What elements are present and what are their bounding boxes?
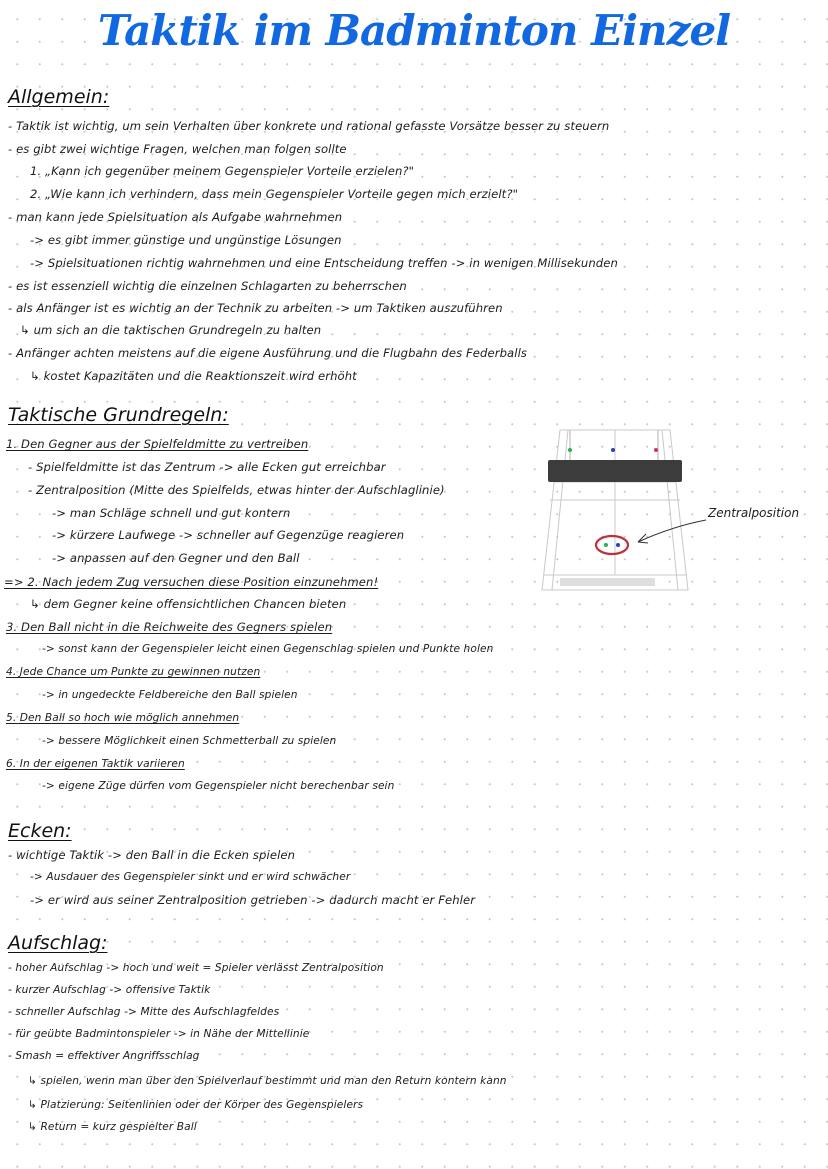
note-line: ↳ Return = kurz gespielter Ball xyxy=(28,1121,197,1133)
note-line: -> kürzere Laufwege -> schneller auf Gegenzüge reagieren xyxy=(52,528,405,542)
court-left-sideline xyxy=(552,430,568,590)
note-line: 1. „Kann ich gegenüber meinem Gegenspieler Vorteile erzielen?" xyxy=(30,164,415,178)
court-net xyxy=(548,460,682,482)
note-line: -> eigene Züge dürfen vom Gegenspieler nicht berechenbar sein xyxy=(42,780,395,792)
arrow-to-central-position xyxy=(630,510,710,550)
section-heading-ecken: Ecken: xyxy=(8,820,72,842)
player-dot-red xyxy=(654,448,658,452)
note-line: -> sonst kann der Gegenspieler leicht einen Gegenschlag spielen und Punkte holen xyxy=(42,643,494,655)
central-player-dot-right xyxy=(616,543,620,547)
rule-heading: => 2. Nach jedem Zug versuchen diese Position einzunehmen! xyxy=(4,575,379,589)
note-line: - Zentralposition (Mitte des Spielfelds, etwas hinter der Aufschlaglinie) xyxy=(28,483,445,497)
section-heading-allgemein: Allgemein: xyxy=(8,86,110,108)
note-line: ↳ um sich an die taktischen Grundregeln zu halten xyxy=(20,323,322,337)
note-line: -> es gibt immer günstige und ungünstige Lösungen xyxy=(30,233,342,247)
note-line: - es ist essenziell wichtig die einzelnen Schlagarten zu beherrschen xyxy=(8,279,407,293)
note-line: - schneller Aufschlag -> Mitte des Aufschlagfeldes xyxy=(8,1006,280,1018)
rule-heading: 4. Jede Chance um Punkte zu gewinnen nutzen xyxy=(6,666,261,678)
rule-heading: 6. In der eigenen Taktik variieren xyxy=(6,758,185,770)
player-dot-green xyxy=(568,448,572,452)
note-line: - Smash = effektiver Angriffsschlag xyxy=(8,1050,200,1062)
note-line: 2. „Wie kann ich verhindern, dass mein Gegenspieler Vorteile gegen mich erzielt?" xyxy=(30,187,519,201)
note-line: -> bessere Möglichkeit einen Schmetterball zu spielen xyxy=(42,735,337,747)
rule-heading: 3. Den Ball nicht in die Reichweite des Gegners spielen xyxy=(6,620,333,634)
note-line: -> Ausdauer des Gegenspieler sinkt und er wird schwächer xyxy=(30,871,351,883)
note-line: - man kann jede Spielsituation als Aufgabe wahrnehmen xyxy=(8,210,343,224)
central-position-label: Zentralposition xyxy=(708,506,800,520)
note-line: - Spielfeldmitte ist das Zentrum -> alle Ecken gut erreichbar xyxy=(28,460,386,474)
court-back-bar xyxy=(560,578,655,586)
section-heading-aufschlag: Aufschlag: xyxy=(8,932,108,954)
note-line: -> man Schläge schnell und gut kontern xyxy=(52,506,291,520)
note-line: - als Anfänger ist es wichtig an der Technik zu arbeiten -> um Taktiken auszuführen xyxy=(8,301,503,315)
note-line: -> in ungedeckte Feldbereiche den Ball spielen xyxy=(42,689,298,701)
note-line: - Anfänger achten meistens auf die eigene Ausführung und die Flugbahn des Federballs xyxy=(8,346,528,360)
note-line: ↳ spielen, wenn man über den Spielverlauf bestimmt und man den Return kontern kann xyxy=(28,1075,507,1087)
note-line: ↳ Platzierung: Seitenlinien oder der Körper des Gegenspielers xyxy=(28,1099,364,1111)
rule-heading: 5. Den Ball so hoch wie möglich annehmen xyxy=(6,712,240,724)
note-line: - wichtige Taktik -> den Ball in die Ecken spielen xyxy=(8,848,296,862)
note-line: -> Spielsituationen richtig wahrnehmen und eine Entscheidung treffen -> in wenigen Millisekunden xyxy=(30,256,618,270)
page-title: Taktik im Badminton Einzel xyxy=(97,6,731,55)
note-line: - Taktik ist wichtig, um sein Verhalten über konkrete und rational gefasste Vorsätze besser zu steuern xyxy=(8,119,610,133)
note-line: - hoher Aufschlag -> hoch und weit = Spieler verlässt Zentralposition xyxy=(8,962,384,974)
section-heading-grundregeln: Taktische Grundregeln: xyxy=(8,404,229,426)
central-player-dot-left xyxy=(604,543,608,547)
note-line: ↳ dem Gegner keine offensichtlichen Chancen bieten xyxy=(30,597,347,611)
rule-heading: 1. Den Gegner aus der Spielfeldmitte zu vertreiben xyxy=(6,437,309,451)
player-dot-blue xyxy=(611,448,615,452)
note-line: ↳ kostet Kapazitäten und die Reaktionszeit wird erhöht xyxy=(30,369,357,383)
note-line: - für geübte Badmintonspieler -> in Nähe der Mittellinie xyxy=(8,1028,310,1040)
note-line: -> anpassen auf den Gegner und den Ball xyxy=(52,551,300,565)
note-line: - kurzer Aufschlag -> offensive Taktik xyxy=(8,984,211,996)
note-line: -> er wird aus seiner Zentralposition getrieben -> dadurch macht er Fehler xyxy=(30,893,476,907)
central-position-circle xyxy=(596,536,628,554)
note-line: - es gibt zwei wichtige Fragen, welchen man folgen sollte xyxy=(8,142,347,156)
